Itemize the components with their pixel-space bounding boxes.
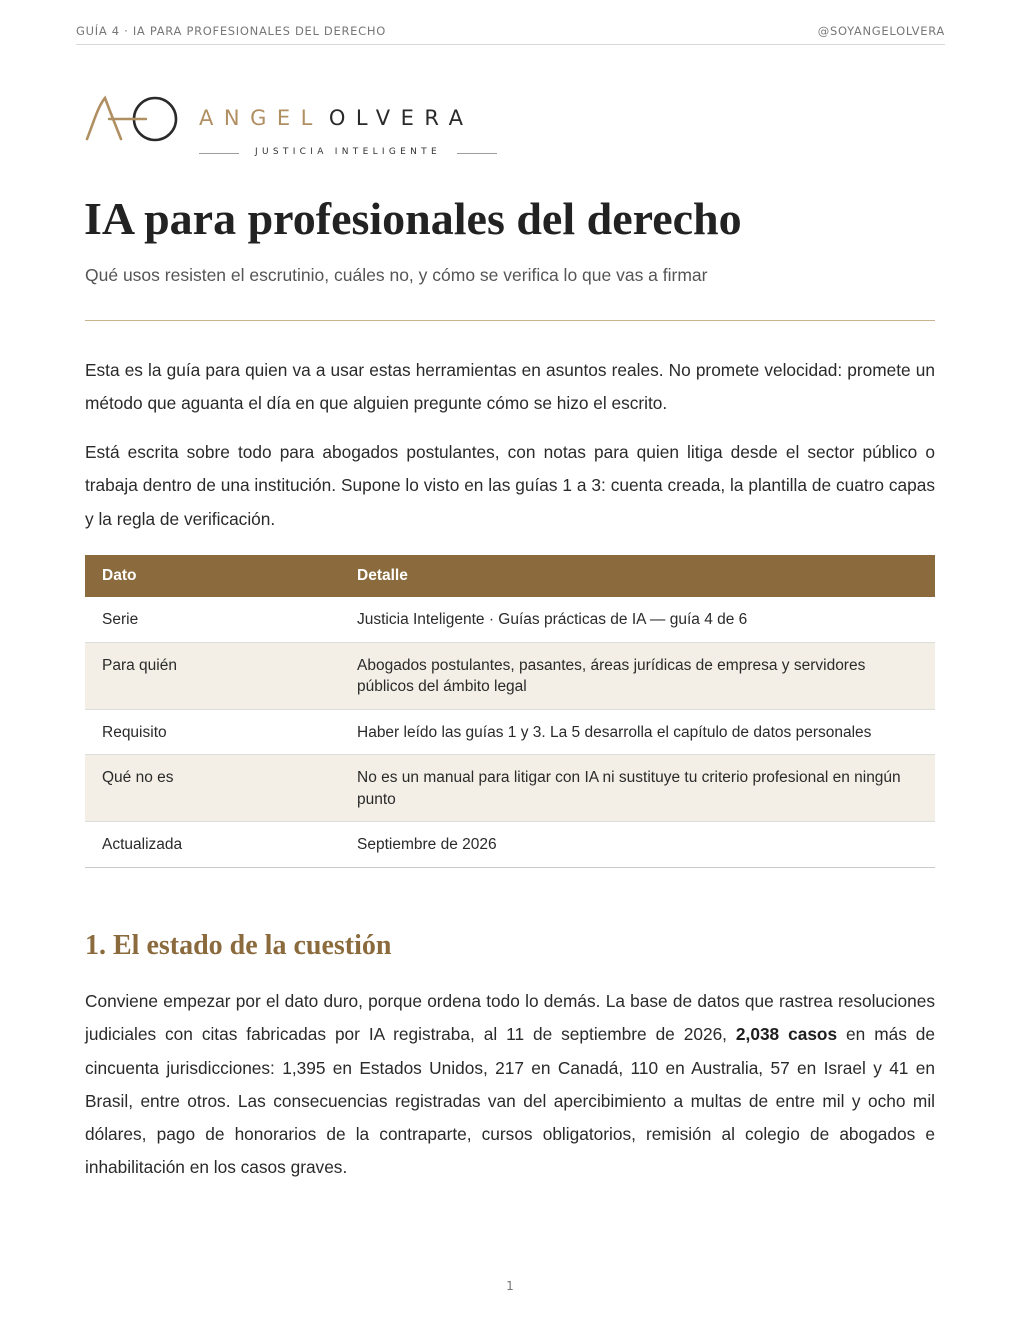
table-cell-value: Septiembre de 2026 [340,822,935,868]
brand-wordmark [199,106,474,130]
brand-logo [84,92,504,162]
brand-last-name: OLVERA [328,106,474,130]
table-cell-label: Qué no es [85,755,340,822]
guide-info-table [85,555,935,868]
intro-paragraph-2: Está escrita sobre todo para abogados postulantes, con notas para quien litiga desde el sector público o trabaja dentro de una institución. Supone lo visto en las guías 1 a 3: cuenta creada, la plantilla de cuatro capas y la regla de verificación. [85,442,935,529]
table-row [85,822,935,868]
table-header-detalle: Detalle [340,555,935,597]
table-cell-value: Abogados postulantes, pasantes, áreas jurídicas de empresa y servidores públicos del ámbito legal [340,642,935,709]
page-number: 1 [506,1279,514,1293]
tagline-divider-right [457,153,497,154]
section-1-text-start: Conviene empezar por el dato duro, porque ordena todo lo demás. La base de datos que rastrea resoluciones judiciales con citas fabricadas por IA registraba, al 11 de septiembre de 2026, [85,991,935,1045]
header-handle: @SOYANGELOLVERA [817,24,945,38]
table-row [85,755,935,822]
title-divider [85,320,935,321]
table-header-row [85,555,935,597]
monogram-icon [84,92,184,148]
table-cell-value: Haber leído las guías 1 y 3. La 5 desarrolla el capítulo de datos personales [340,709,935,755]
table-cell-label: Para quién [85,642,340,709]
section-1-highlight: 2,038 casos [735,1024,838,1045]
brand-tagline-row [199,147,497,159]
table-cell-label: Actualizada [85,822,340,868]
brand-first-name: ANGEL [199,106,323,130]
table-row [85,709,935,755]
running-header [76,24,945,45]
table-row [85,597,935,642]
table-cell-label: Serie [85,597,340,642]
table-cell-label: Requisito [85,709,340,755]
section-1-paragraph [85,985,935,1185]
table-cell-value: Justicia Inteligente · Guías prácticas de IA — guía 4 de 6 [340,597,935,642]
document-title: IA para profesionales del derecho [84,193,742,244]
intro-paragraph-1: Esta es la guía para quien va a usar estas herramientas en asuntos reales. No promete velocidad: promete un método que aguanta el día en que alguien pregunte cómo se hizo el escrito. [85,360,935,414]
brand-tagline: JUSTICIA INTELIGENTE [255,147,441,157]
table-header-dato: Dato [85,555,340,597]
table-row [85,642,935,709]
section-1-text-end: en más de cincuenta jurisdicciones: 1,395 en Estados Unidos, 217 en Canadá, 110 en Australia, 57 en Israel y 41 en Brasil, entre otros. Las consecuencias registradas van del apercibimiento a multas de entre mil y ocho mil dólares, pago de honorarios de la contraparte, cursos obligatorios, remisión al colegio de abogados e inhabilitación en los casos graves. [85,1024,936,1178]
document-subtitle: Qué usos resisten el escrutinio, cuáles no, y cómo se verifica lo que vas a firmar [85,265,708,285]
tagline-divider-left [199,153,239,154]
table-cell-value: No es un manual para litigar con IA ni sustituye tu criterio profesional en ningún punto [340,755,935,822]
section-heading: 1. El estado de la cuestión [85,930,392,961]
header-guide-title: GUÍA 4 · IA PARA PROFESIONALES DEL DERECHO [76,24,386,38]
